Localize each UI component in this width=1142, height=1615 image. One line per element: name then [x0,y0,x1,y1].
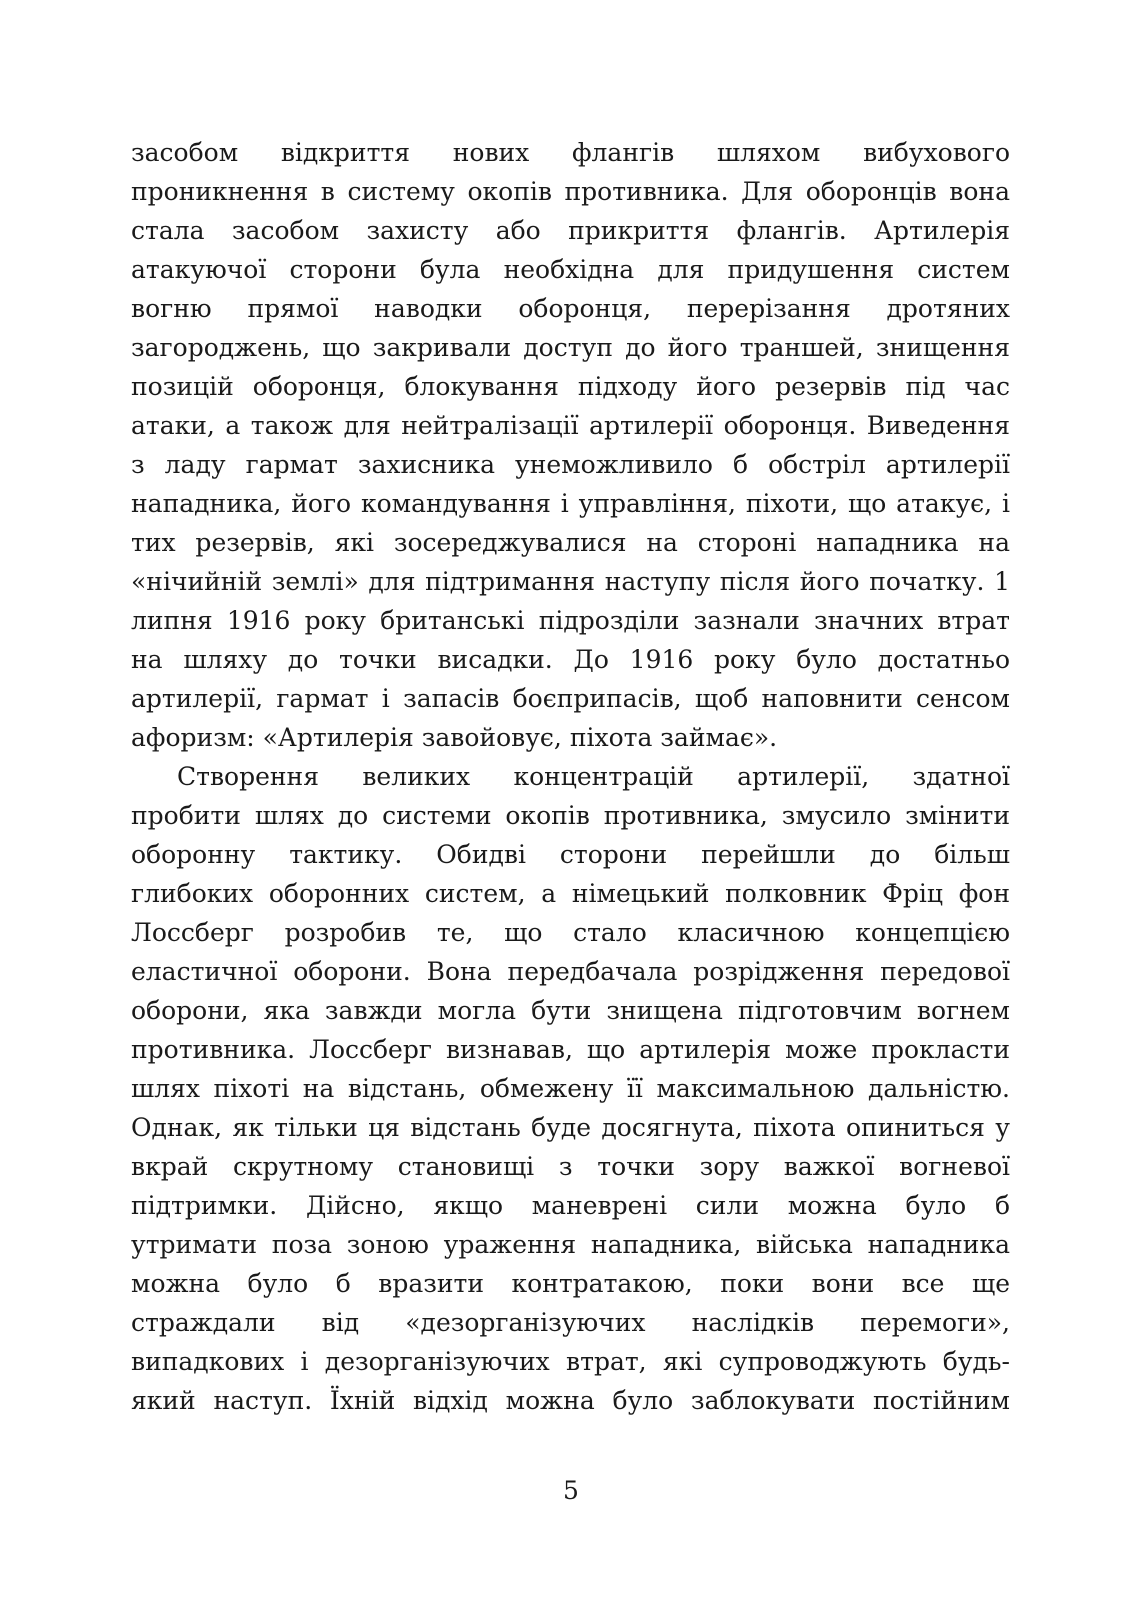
text-line: оборони, яка завжди могла бути знищена підготовчим вогнем [131,996,1010,1025]
text-line: афоризм: «Артилерія завойовує, піхота займає». [131,723,778,752]
text-line: стала засобом захисту або прикриття флангів. Артилерія [131,216,1010,245]
text-line: вогню прямої наводки оборонця, перерізання дротяних [131,294,1010,323]
text-line: липня 1916 року британські підрозділи зазнали значних втрат [131,606,1010,635]
text-line: артилерії, гармат і запасів боєприпасів, щоб наповнити сенсом [131,684,1010,713]
text-line: який наступ. Їхній відхід можна було заблокувати постійним [131,1386,1010,1415]
text-line: вкрай скрутному становищі з точки зору важкої вогневої [131,1152,1010,1181]
body-text [131,133,1010,1420]
text-line: «нічийній землі» для підтримання наступу після його початку. 1 [131,567,1010,596]
text-line: утримати поза зоною ураження нападника, війська нападника [131,1230,1010,1259]
text-line: еластичної оборони. Вона передбачала розрідження передової [131,957,1010,986]
text-line: загороджень, що закривали доступ до його траншей, знищення [131,333,1010,362]
page-number: 5 [563,1476,579,1505]
text-line: Створення великих концентрацій артилерії, здатної [177,762,1010,791]
text-line: оборонну тактику. Обидві сторони перейшли до більш [131,840,1010,869]
text-line: позицій оборонця, блокування підходу його резервів під час [131,372,1010,401]
text-line: атаки, а також для нейтралізації артилерії оборонця. Виведення [131,411,1010,440]
text-line: глибоких оборонних систем, а німецький полковник Фріц фон [131,879,1010,908]
text-line: шлях піхоті на відстань, обмежену її максимальною дальністю. [131,1074,1010,1103]
text-line: нападника, його командування і управління, піхоти, що атакує, і [131,489,1010,518]
text-line: можна було б вразити контратакою, поки вони все ще [131,1269,1010,1298]
text-line: на шляху до точки висадки. До 1916 року було достатньо [131,645,1010,674]
text-line: Однак, як тільки ця відстань буде досягнута, піхота опиниться у [131,1113,1010,1142]
text-line: атакуючої сторони була необхідна для придушення систем [131,255,1010,284]
text-line: засобом відкриття нових флангів шляхом вибухового [131,138,1010,167]
text-line: проникнення в систему окопів противника. Для оборонців вона [131,177,1010,206]
text-line: підтримки. Дійсно, якщо маневрені сили можна було б [131,1191,1010,1220]
text-line: з ладу гармат захисника унеможливило б обстріл артилерії [131,450,1010,479]
text-line: пробити шлях до системи окопів противника, змусило змінити [131,801,1010,830]
text-line: страждали від «дезорганізуючих наслідків перемоги», [131,1308,1010,1337]
text-line: Лоссберг розробив те, що стало класичною концепцією [131,918,1010,947]
text-line: тих резервів, які зосереджувалися на стороні нападника на [131,528,1010,557]
text-line: противника. Лоссберг визнавав, що артилерія може прокласти [131,1035,1010,1064]
text-line: випадкових і дезорганізуючих втрат, які супроводжують будь- [131,1347,1010,1376]
